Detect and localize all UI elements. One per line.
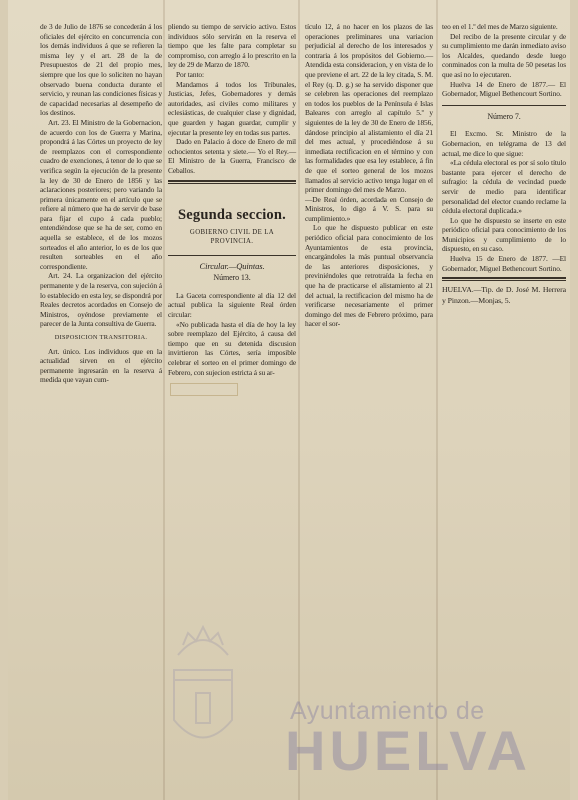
paragraph: La Gaceta correspondiente al día 12 del actual publica la siguiente Real órden circular: [168,290,296,320]
paragraph: Lo que he dispuesto se inserte en este periódico oficial para conocimiento de los Municipios y cumplimiento de lo dispuesto, en su caso. [442,215,566,254]
divider [168,255,296,256]
circular-heading: Circular.—Quintas. [199,260,265,271]
column-4 [442,22,566,306]
paragraph: de 3 de Julio de 1876 se concederán á los oficiales del ejército en concurrencia con los demás individuos á que se refieren la misma ley y el art. 28 de la de Presupuestos de 21 del propio mes, siempre que los que lo soliciten no hayan observado buena conducta durante el servicio, y reunan las condiciones físicas y de capacidad necesarias al desempeño de los destinos. [40,22,162,118]
column-3 [305,22,433,329]
watermark-line-2: HUELVA [285,719,531,782]
section-rule [168,180,296,184]
column-divider [436,0,438,800]
paragraph: Lo que he dispuesto publicar en este periódico oficial para conocimiento de los Ayuntamientos de esta provincia, encargándoles la más puntual observancia de las anteriores disposiciones, y previniéndoles que retrotraída la fecha en que ha de practicarse el alistamiento al 21 del actual, la rectificacion del mismo ha de verificarse necesariamente el primer domingo del mes de Febrero próximo, para hacer el sor- [305,223,433,329]
paragraph: El Excmo. Sr. Ministro de la Gobernacion, en telégrama de 13 del actual, me dice lo que sigue: [442,129,566,158]
paragraph: «La cédula electoral es por sí solo título bastante para ejercer el derecho de sufragio: la cédula de vecindad puede servir de medio para identificar personalidad del elector cuando reclame la cédula electoral duplicada.» [442,158,566,216]
number-heading: Número 7. [487,111,521,121]
divider [442,105,566,106]
column-2 [168,22,296,377]
heading-transitoria: DISPOSICION TRANSITORIA. [54,334,148,341]
paragraph: —De Real órden, acordada en Consejo de Ministros, lo digo á V. S. para su cumplimiento.» [305,194,433,223]
imprint-rule [442,277,566,281]
paragraph: Mandamos á todos los Tribunales, Justicias, Jefes, Gobernadores y demás autoridades, así civiles como militares y eclesiásticas, de cualquier clase y dignidad, que guarden y hagan guardar, cumplir y ejecutar la presente ley en todas sus partes. [168,79,296,137]
section-title: Segunda seccion. [178,206,286,223]
paragraph: Art. 24. La organizacion del ejército permanente y de la reserva, con sujeción á lo establecido en esta ley, se dispondrá por Reales decretos acordados en Consejo de Ministros, oyéndose previamente el parecer de la Junta consultiva de Guerra. [40,271,162,329]
paragraph: pliendo su tiempo de servicio activo. Estos individuos sólo servirán en la reserva el tiempo que les falte para completar su compromiso, con arreglo á lo prescrito en la ley de 29 de Marzo de 1870. [168,22,296,70]
printer-imprint: HUELVA.—Tip. de D. José M. Herrera y Pinzon.—Monjas, 5. [442,285,566,305]
paragraph: Huelva 15 de Enero de 1877. —El Gobernador, Miguel Bethencourt Sortino. [442,254,566,273]
column-divider [163,0,165,800]
column-1 [40,22,162,385]
paragraph: teo en el 1.º del mes de Marzo siguiente. [442,22,558,31]
paragraph: Huelva 14 de Enero de 1877.— El Gobernador, Miguel Bethencourt Sortino. [442,79,566,99]
paragraph: «No publicada hasta el día de hoy la ley sobre reemplazo del Ejército, á causa del tiempo que en su detenida discusion invirtieron las Córtes, sería imposible celebrar el sorteo en el primer domingo de Febrero, con sujecion estricta á su ar- [168,319,296,377]
paragraph: Art. 23. El Ministro de la Gobernacion, de acuerdo con los de Guerra y Marina, propondrá á las Córtes un proyecto de ley de reemplazos con el correspondiente cuadro de exenciones, á tenor de lo que se verifica según la ejecución de la presente la ley de 30 de Enero de 1856 y las aclaraciones posteriores; pero variando la primera únicamente en el artículo que se refiere al número que ha de servir de base para fijar el cupo á cada pueblo; entendiéndose que se ha de ser, como en aquella se establece, el de los mozos sorteados el año anterior, lo es de los que resulten sorteables en el año correspondiente. [40,117,162,271]
section-subhead: GOBIERNO CIVIL DE LA PROVINCIA. [189,228,275,246]
paragraph: Del recibo de la presente circular y de su cumplimiento me darán inmediato aviso los Alcaldes, quedando desde luego conminados con la multa de 50 pesetas los que así no lo ejecutaren. [442,31,566,79]
paragraph: Por tanto: [176,69,204,79]
paragraph: tículo 12, á no hacer en los plazos de las operaciones preliminares una variacion perjudicial al derecho de los interesados y contraria á los propósitos del Gobierno.—Atendida esta consideracion, y en vista de lo que previene el art. 22 de la ley citada, S. M. el Rey (q. D. g.) se ha servido disponer que se celebren las operaciones del reemplazo en todos los pueblos de la Península é Islas Baleares con arreglo al capítulo 5.º y siguientes de la ley de 30 de Enero de 1856, dándose principio al alistamiento el día 21 del mes actual, y procediéndose á su inmediata rectificacion en el término y con las formalidades que esa ley establece, á fin de que el sorteo general de los mozos llamados al servicio activo tenga lugar en el primer domingo del mes de Marzo. [305,22,433,195]
paragraph: Dado en Palacio á doce de Enero de mil ochocientos setenta y siete.— Yo el Rey.—El Ministro de la Guerra, Francisco de Ceballos. [168,137,296,175]
coat-of-arms-watermark-icon [168,615,238,765]
number-heading: Número 13. [213,273,251,283]
paragraph: Art. único. Los individuos que en la actualidad sirven en el ejército permanente ingresarán en la reserva á medida que vayan cum- [40,346,162,385]
column-divider [298,0,300,800]
faded-stamp [170,383,238,396]
watermark-line-1: Ayuntamiento de [290,697,485,725]
